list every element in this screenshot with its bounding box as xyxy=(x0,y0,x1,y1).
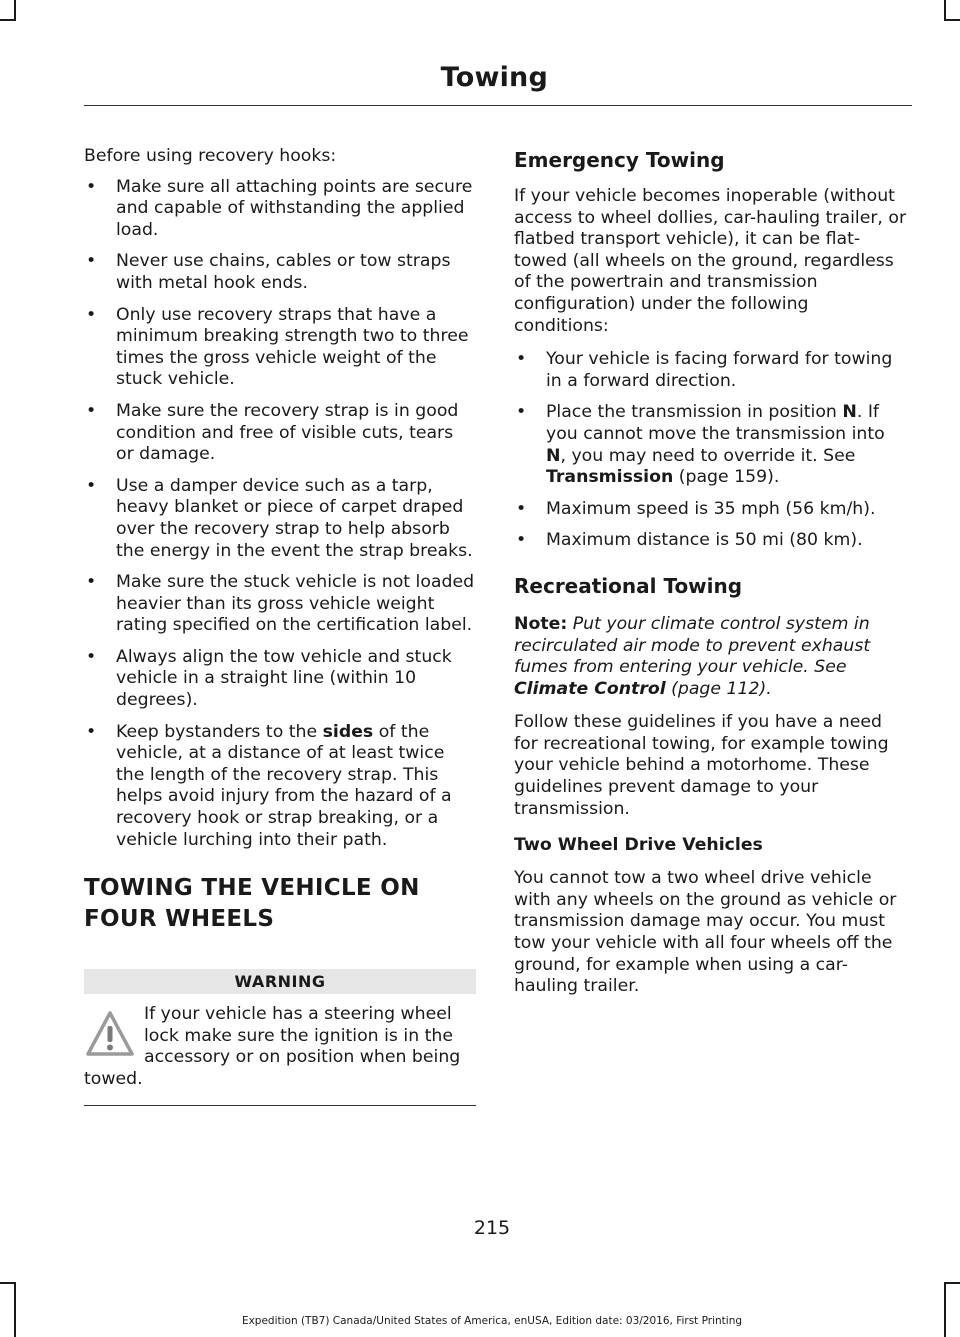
crop-mark-top-right-horizontal xyxy=(944,19,960,21)
warning-body xyxy=(84,994,476,1090)
warning-triangle-icon xyxy=(84,1008,136,1060)
recreational-towing-heading: Recreational Towing xyxy=(514,573,743,598)
left-column xyxy=(84,146,476,1106)
crop-mark-bottom-left-vertical xyxy=(14,1282,16,1337)
warning-divider xyxy=(84,1105,476,1106)
warning-text: If your vehicle has a steering wheel lock make sure the ignition is in the accessory or on position when being towed. xyxy=(84,1004,461,1089)
emergency-towing-list xyxy=(514,349,908,552)
list-item: • Use a damper device such as a tarp, heavy blanket or piece of carpet draped over the recovery strap to help absorb the energy in the event the strap breaks. xyxy=(86,475,473,561)
list-item: • Make sure the recovery strap is in good condition and free of visible cuts, tears or damage. xyxy=(86,400,459,465)
transmission-link[interactable]: Transmission xyxy=(546,467,674,488)
page-title: Towing xyxy=(440,62,548,93)
page-number: 215 xyxy=(473,1217,511,1239)
crop-mark-top-left-vertical xyxy=(14,0,16,20)
list-item: • Maximum distance is 50 mi (80 km). xyxy=(516,530,863,551)
two-wheel-drive-text: You cannot tow a two wheel drive vehicle with any wheels on the ground as vehicle or transmission damage may occur. You must tow your vehicle with all four wheels off the ground, for example when using a car-hauling trailer. xyxy=(514,868,897,997)
crop-mark-top-left-horizontal xyxy=(0,19,16,21)
list-item: • Your vehicle is facing forward for towing in a forward direction. xyxy=(516,349,893,391)
crop-mark-bottom-right-horizontal xyxy=(944,1282,960,1284)
recreational-guidelines: Follow these guidelines if you have a need for recreational towing, for example towing your vehicle behind a motorhome. These guidelines prevent damage to your transmission. xyxy=(514,712,889,819)
list-item: • Only use recovery straps that have a minimum breaking strength two to three times the gross vehicle weight of the stuck vehicle. xyxy=(86,304,469,390)
header-divider xyxy=(84,105,912,106)
recovery-hooks-list xyxy=(84,177,476,852)
emergency-towing-heading: Emergency Towing xyxy=(514,148,725,172)
list-item: • Place the transmission in position N. If you cannot move the transmission into N, you may need to override it. See Transmission (page 159). xyxy=(516,402,885,488)
crop-mark-bottom-left-horizontal xyxy=(0,1282,16,1284)
crop-mark-bottom-right-vertical xyxy=(944,1282,946,1337)
sides-emphasis: sides xyxy=(322,721,374,742)
section-heading-four-wheels: TOWING THE VEHICLE ON FOUR WHEELS xyxy=(84,875,420,933)
list-item: • Make sure the stuck vehicle is not loaded heavier than its gross vehicle weight rating specified on the certification label. xyxy=(86,572,475,636)
crop-mark-top-right-vertical xyxy=(944,0,946,20)
list-item: • Keep bystanders to the sides of the vehicle, at a distance of at least twice the length of the recovery strap. This helps avoid injury from the hazard of a recovery hook or strap breaking, or a vehicle lurching into their path. xyxy=(86,721,452,850)
list-item: • Always align the tow vehicle and stuck vehicle in a straight line (within 10 degrees). xyxy=(86,646,452,711)
two-wheel-drive-heading: Two Wheel Drive Vehicles xyxy=(514,835,763,856)
emergency-towing-intro: If your vehicle becomes inoperable (without access to wheel dollies, car-hauling trailer, or flatbed transport vehicle), it can be flat-towed (all wheels on the ground, regardless of the powertrain and transmission configuration) under the following conditions: xyxy=(514,186,907,336)
right-column xyxy=(514,146,908,1010)
climate-control-link[interactable]: Climate Control xyxy=(514,678,666,699)
recreational-note: Note: Put your climate control system in recirculated air mode to prevent exhaust fumes from entering your vehicle. See Climate Control (page 112). xyxy=(514,613,871,699)
footer-edition-info: Expedition (TB7) Canada/United States of America, enUSA, Edition date: 03/2016, First Printing xyxy=(241,1315,743,1327)
warning-label: WARNING xyxy=(84,969,476,994)
recovery-hooks-intro: Before using recovery hooks: xyxy=(84,146,337,166)
list-item: • Never use chains, cables or tow straps with metal hook ends. xyxy=(86,251,451,293)
list-item: • Maximum speed is 35 mph (56 km/h). xyxy=(516,498,876,519)
list-item: • Make sure all attaching points are secure and capable of withstanding the applied load. xyxy=(86,176,473,240)
warning-box xyxy=(84,969,476,1105)
